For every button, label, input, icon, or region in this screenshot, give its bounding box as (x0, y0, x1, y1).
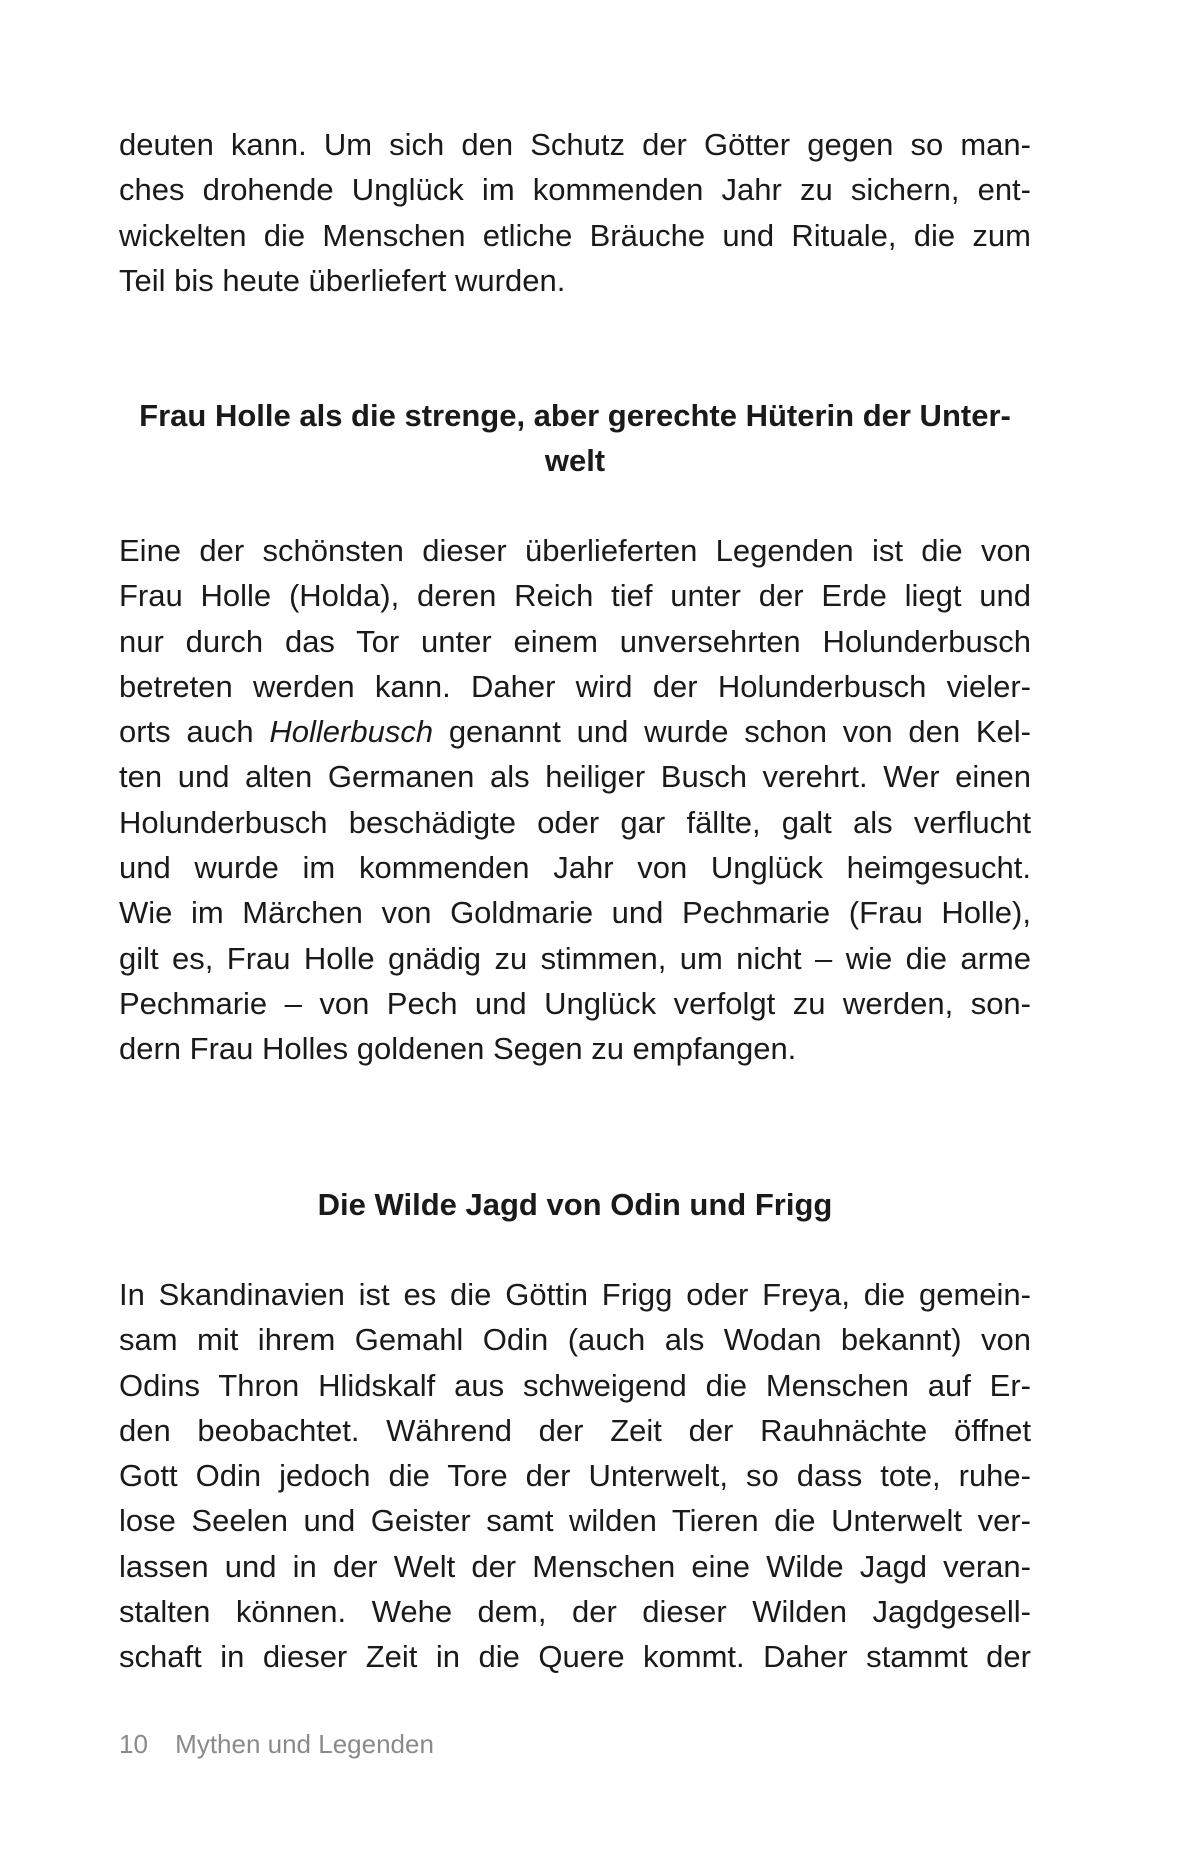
text-line: den beobachtet. Während der Zeit der Rauhnächte öffnet (119, 1412, 1031, 1448)
running-title: Mythen und Legenden (175, 1729, 434, 1759)
section-heading-wilde-jagd (119, 1182, 1031, 1227)
italic-term-hollerbusch: Hollerbusch (269, 714, 434, 750)
text-line: In Skandinavien ist es die Göttin Frigg oder Freya, die gemein- (119, 1277, 1031, 1312)
heading-line: Frau Holle als die strenge, aber gerechte Hüterin der Unter- (139, 398, 1011, 433)
text-line: Gott Odin jedoch die Tore der Unterwelt, so dass tote, ruhe- (119, 1458, 1031, 1494)
text-line: nur durch das Tor unter einem unversehrten Holunderbusch (119, 623, 1031, 659)
page-footer (119, 1728, 434, 1760)
section-heading-frau-holle (119, 393, 1031, 484)
text-line: betreten werden kann. Daher wird der Holunderbusch vieler- (119, 668, 1031, 704)
paragraph-wilde-jagd (119, 1272, 1031, 1680)
text-line: Odins Thron Hlidskalf aus schweigend die Menschen auf Er- (119, 1367, 1031, 1403)
text-line: Wie im Märchen von Goldmarie und Pechmarie (Frau Holle), (119, 895, 1031, 931)
text-line: wickelten die Menschen etliche Bräuche und Rituale, die zum (119, 217, 1031, 253)
text-line: lassen und in der Welt der Menschen eine Wilde Jagd veran- (119, 1548, 1031, 1584)
paragraph-intro-continuation (119, 122, 1031, 303)
text-line: ten und alten Germanen als heiliger Busch verehrt. Wer einen (119, 759, 1031, 795)
text-line: sam mit ihrem Gemahl Odin (auch als Wodan bekannt) von (119, 1322, 1031, 1358)
text-line-with-italic (119, 709, 1031, 754)
heading-line: Die Wilde Jagd von Odin und Frigg (317, 1187, 833, 1222)
text-line: Holunderbusch beschädigte oder gar fällte, galt als verflucht (119, 804, 1031, 840)
text-line: Frau Holle (Holda), deren Reich tief unter der Erde liegt und (119, 578, 1031, 614)
text-line: ches drohende Unglück im kommenden Jahr zu sichern, ent- (119, 172, 1031, 208)
text-line: lose Seelen und Geister samt wilden Tieren die Unterwelt ver- (119, 1503, 1031, 1539)
text-line: und wurde im kommenden Jahr von Unglück heimgesucht. (119, 850, 1031, 886)
page-number: 10 (119, 1729, 148, 1759)
text-segment: orts auch (119, 714, 270, 750)
text-line: schaft in dieser Zeit in die Quere kommt. Daher stammt der (119, 1639, 1031, 1675)
paragraph-frau-holle (119, 528, 1031, 1072)
text-line: stalten können. Wehe dem, der dieser Wilden Jagdgesell- (119, 1594, 1031, 1630)
text-line: gilt es, Frau Holle gnädig zu stimmen, um nicht – wie die arme (119, 940, 1031, 976)
text-line: dern Frau Holles goldenen Segen zu empfangen. (119, 1031, 797, 1067)
text-line: Eine der schönsten dieser überlieferten Legenden ist die von (119, 533, 1031, 568)
heading-line: welt (544, 443, 606, 479)
text-line: deuten kann. Um sich den Schutz der Götter gegen so man- (119, 127, 1031, 162)
text-line: Pechmarie – von Pech und Unglück verfolgt zu werden, son- (119, 985, 1031, 1021)
text-line: Teil bis heute überliefert wurden. (119, 262, 566, 298)
text-segment: genannt und wurde schon von den Kel- (433, 714, 1031, 750)
